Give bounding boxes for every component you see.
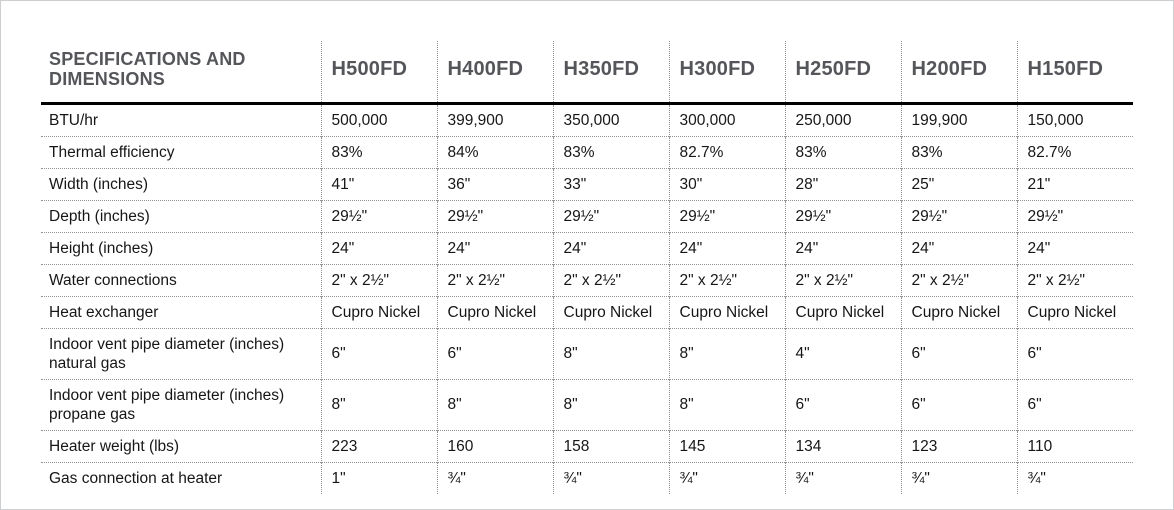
specifications-table: [41, 41, 1133, 494]
spec-cell: 25": [901, 168, 1017, 200]
table-title: SPECIFICATIONS AND DIMENSIONS: [49, 49, 246, 90]
spec-cell: 24": [321, 232, 437, 264]
spec-cell: 6": [901, 379, 1017, 430]
spec-cell: 150,000: [1017, 103, 1133, 136]
spec-cell: 160: [437, 430, 553, 462]
table-row: [41, 200, 1133, 232]
spec-cell: 29½": [1017, 200, 1133, 232]
spec-cell: 29½": [437, 200, 553, 232]
table-row: [41, 136, 1133, 168]
row-label: Water connections: [41, 264, 321, 296]
column-header-h150fd: H150FD: [1017, 41, 1133, 103]
row-label: Width (inches): [41, 168, 321, 200]
spec-cell: 36": [437, 168, 553, 200]
spec-cell: 83%: [785, 136, 901, 168]
spec-cell: ¾": [901, 462, 1017, 494]
spec-cell: 2" x 2½": [785, 264, 901, 296]
spec-cell: 2" x 2½": [901, 264, 1017, 296]
spec-cell: 134: [785, 430, 901, 462]
row-label: Height (inches): [41, 232, 321, 264]
spec-cell: 82.7%: [669, 136, 785, 168]
spec-cell: 41": [321, 168, 437, 200]
spec-cell: ¾": [1017, 462, 1133, 494]
spec-cell: 29½": [669, 200, 785, 232]
spec-cell: ¾": [669, 462, 785, 494]
spec-cell: 24": [669, 232, 785, 264]
spec-cell: 145: [669, 430, 785, 462]
spec-cell: 250,000: [785, 103, 901, 136]
spec-cell: 6": [901, 328, 1017, 379]
table-row: [41, 168, 1133, 200]
header-row: [41, 41, 1133, 103]
row-label: Gas connection at heater: [41, 462, 321, 494]
spec-cell: 6": [785, 379, 901, 430]
spec-cell: 199,900: [901, 103, 1017, 136]
row-label: Depth (inches): [41, 200, 321, 232]
spec-cell: Cupro Nickel: [437, 296, 553, 328]
spec-cell: 82.7%: [1017, 136, 1133, 168]
column-header-h400fd: H400FD: [437, 41, 553, 103]
spec-cell: 123: [901, 430, 1017, 462]
spec-cell: 8": [669, 328, 785, 379]
spec-cell: Cupro Nickel: [785, 296, 901, 328]
spec-cell: 1": [321, 462, 437, 494]
table-row: [41, 379, 1133, 430]
table-row: [41, 264, 1133, 296]
spec-cell: 29½": [321, 200, 437, 232]
spec-cell: 2" x 2½": [553, 264, 669, 296]
column-header-h350fd: H350FD: [553, 41, 669, 103]
spec-cell: 28": [785, 168, 901, 200]
spec-cell: 24": [437, 232, 553, 264]
column-header-h200fd: H200FD: [901, 41, 1017, 103]
row-label: Heater weight (lbs): [41, 430, 321, 462]
table-row: [41, 328, 1133, 379]
spec-cell: 6": [1017, 379, 1133, 430]
table-row: [41, 462, 1133, 494]
spec-cell: 8": [553, 328, 669, 379]
column-header-h250fd: H250FD: [785, 41, 901, 103]
spec-cell: 8": [321, 379, 437, 430]
spec-cell: Cupro Nickel: [1017, 296, 1133, 328]
spec-cell: 223: [321, 430, 437, 462]
spec-cell: 21": [1017, 168, 1133, 200]
spec-cell: 300,000: [669, 103, 785, 136]
spec-cell: 6": [1017, 328, 1133, 379]
spec-cell: 110: [1017, 430, 1133, 462]
table-body: [41, 103, 1133, 494]
spec-cell: 84%: [437, 136, 553, 168]
spec-cell: 83%: [321, 136, 437, 168]
spec-cell: 8": [437, 379, 553, 430]
row-label: Heat exchanger: [41, 296, 321, 328]
spec-cell: 500,000: [321, 103, 437, 136]
spec-cell: Cupro Nickel: [669, 296, 785, 328]
spec-cell: 29½": [785, 200, 901, 232]
spec-cell: Cupro Nickel: [321, 296, 437, 328]
spec-cell: 24": [1017, 232, 1133, 264]
spec-cell: 6": [437, 328, 553, 379]
spec-cell: 83%: [553, 136, 669, 168]
spec-cell: Cupro Nickel: [901, 296, 1017, 328]
spec-cell: ¾": [785, 462, 901, 494]
spec-cell: 8": [553, 379, 669, 430]
column-header-h300fd: H300FD: [669, 41, 785, 103]
spec-cell: 8": [669, 379, 785, 430]
spec-cell: 33": [553, 168, 669, 200]
spec-cell: 24": [901, 232, 1017, 264]
spec-cell: 6": [321, 328, 437, 379]
row-label: Indoor vent pipe diameter (inches) natural gas: [41, 328, 321, 379]
table-row: [41, 103, 1133, 136]
table-row: [41, 430, 1133, 462]
spec-cell: 29½": [901, 200, 1017, 232]
spec-cell: 24": [785, 232, 901, 264]
spec-cell: 350,000: [553, 103, 669, 136]
spec-cell: 2" x 2½": [321, 264, 437, 296]
table-row: [41, 296, 1133, 328]
spec-cell: 158: [553, 430, 669, 462]
row-label: BTU/hr: [49, 111, 99, 129]
spec-cell: 30": [669, 168, 785, 200]
spec-cell: 2" x 2½": [1017, 264, 1133, 296]
spec-cell: Cupro Nickel: [553, 296, 669, 328]
spec-cell: 2" x 2½": [669, 264, 785, 296]
spec-cell: 24": [553, 232, 669, 264]
row-label: Indoor vent pipe diameter (inches) propane gas: [41, 379, 321, 430]
spec-cell: 83%: [901, 136, 1017, 168]
table-title-cell: [41, 41, 321, 103]
spec-cell: ¾": [437, 462, 553, 494]
spec-cell: 29½": [553, 200, 669, 232]
table-row: [41, 232, 1133, 264]
spec-cell: 2" x 2½": [437, 264, 553, 296]
spec-cell: ¾": [553, 462, 669, 494]
column-header-h500fd: H500FD: [321, 41, 437, 103]
row-label: Thermal efficiency: [41, 136, 321, 168]
spec-cell: 399,900: [437, 103, 553, 136]
spec-cell: 4": [785, 328, 901, 379]
